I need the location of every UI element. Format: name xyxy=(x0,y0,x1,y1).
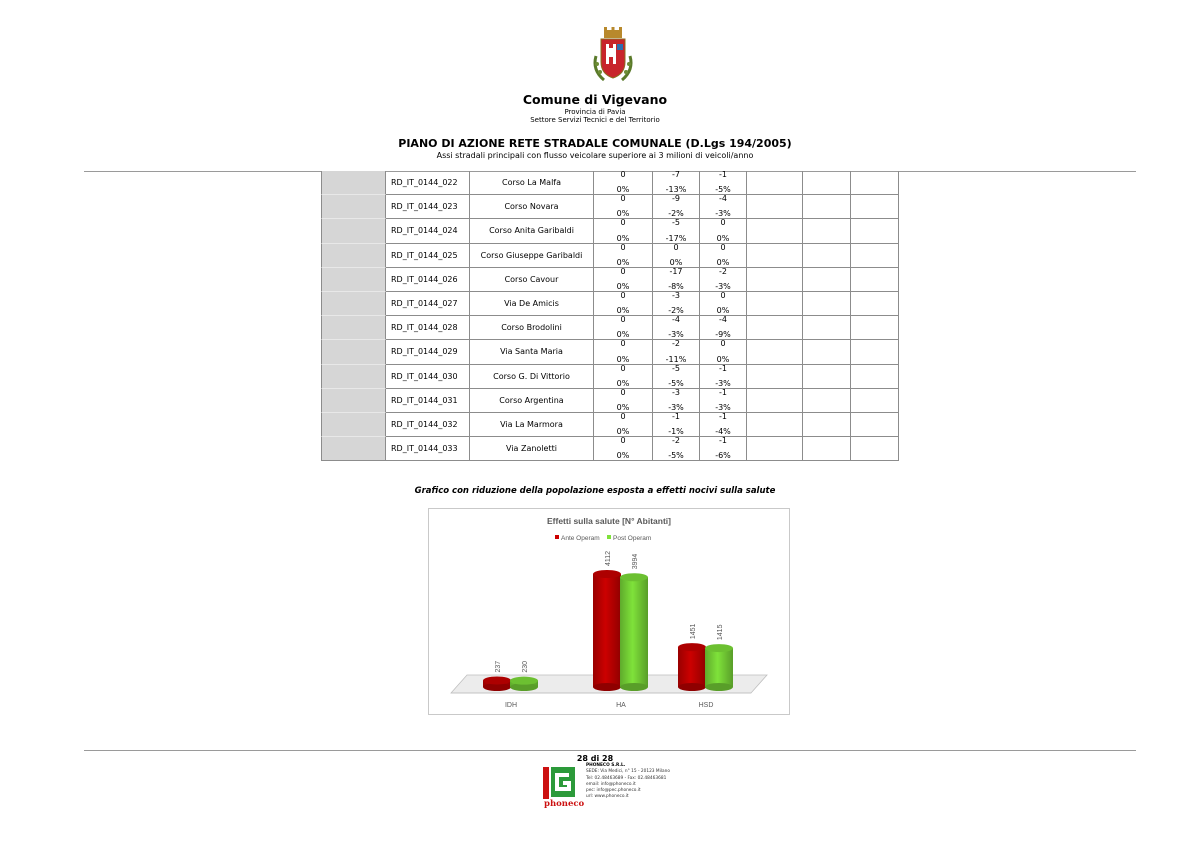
data-label: 237 xyxy=(495,660,502,673)
delta-percent: -13% xyxy=(665,185,687,195)
delta-count: 0 xyxy=(620,387,626,397)
delta-percent: 0% xyxy=(716,354,730,364)
road-name-cell: Via La Marmora xyxy=(470,413,594,437)
value-cell-v1 xyxy=(594,171,653,195)
bar xyxy=(620,577,648,687)
delta-percent: -2% xyxy=(668,209,684,219)
delta-count: -1 xyxy=(719,170,727,179)
road-code-cell: RD_IT_0144_030 xyxy=(386,365,470,389)
empty-cell xyxy=(747,219,803,243)
row-header-cell xyxy=(321,268,386,292)
value-cell-v3 xyxy=(700,316,747,340)
value-cell-v1 xyxy=(594,244,653,268)
delta-percent: 0% xyxy=(616,209,630,219)
road-name-cell: Corso Giuseppe Garibaldi xyxy=(470,244,594,268)
value-cell-v2 xyxy=(653,195,700,219)
value-cell-v3 xyxy=(700,171,747,195)
road-code-cell: RD_IT_0144_026 xyxy=(386,268,470,292)
delta-count: -4 xyxy=(719,315,727,325)
delta-percent: -3% xyxy=(668,330,684,340)
empty-cell xyxy=(851,268,899,292)
road-name-cell: Via De Amicis xyxy=(470,292,594,316)
empty-cell xyxy=(803,268,851,292)
company-phone: Tel: 02.48463689 - Fax: 02.48463681 xyxy=(586,775,667,781)
row-header-cell xyxy=(321,219,386,243)
empty-cell xyxy=(851,219,899,243)
empty-cell xyxy=(803,365,851,389)
chart-canvas xyxy=(429,509,789,714)
bar-base xyxy=(593,683,621,691)
delta-count: 0 xyxy=(720,290,726,300)
row-header-cell xyxy=(321,389,386,413)
data-label: 1451 xyxy=(690,623,697,640)
delta-count: 0 xyxy=(720,218,726,228)
empty-cell xyxy=(747,316,803,340)
delta-percent: 0% xyxy=(716,233,730,243)
delta-percent: -3% xyxy=(715,402,731,412)
empty-cell xyxy=(803,316,851,340)
table-row xyxy=(321,171,899,195)
row-header-cell xyxy=(321,195,386,219)
road-code-cell: RD_IT_0144_028 xyxy=(386,316,470,340)
value-cell-v3 xyxy=(700,437,747,461)
bar-top xyxy=(483,676,511,684)
delta-count: -2 xyxy=(719,266,727,276)
value-cell-v2 xyxy=(653,340,700,364)
table-row xyxy=(321,365,899,389)
delta-percent: -5% xyxy=(668,378,684,388)
road-code-cell: RD_IT_0144_031 xyxy=(386,389,470,413)
table-row xyxy=(321,268,899,292)
road-name-cell: Corso La Malfa xyxy=(470,171,594,195)
road-name-cell: Corso Anita Garibaldi xyxy=(470,219,594,243)
road-name-cell: Corso Brodolini xyxy=(470,316,594,340)
delta-count: 0 xyxy=(620,218,626,228)
road-name-cell: Corso Argentina xyxy=(470,389,594,413)
table-row xyxy=(321,244,899,268)
value-cell-v3 xyxy=(700,268,747,292)
value-cell-v1 xyxy=(594,437,653,461)
delta-count: 0 xyxy=(620,170,626,179)
table-row xyxy=(321,413,899,437)
bar-base xyxy=(620,683,648,691)
value-cell-v2 xyxy=(653,365,700,389)
empty-cell xyxy=(803,413,851,437)
empty-cell xyxy=(803,219,851,243)
delta-count: -9 xyxy=(672,194,680,204)
table-row xyxy=(321,389,899,413)
delta-count: -3 xyxy=(672,387,680,397)
row-header-cell xyxy=(321,244,386,268)
table-row xyxy=(321,219,899,243)
road-name-cell: Corso Novara xyxy=(470,195,594,219)
bar-base xyxy=(678,683,706,691)
delta-count: 0 xyxy=(620,339,626,349)
value-cell-v2 xyxy=(653,389,700,413)
delta-count: 0 xyxy=(720,242,726,252)
data-label: 1415 xyxy=(717,624,724,641)
legend-swatch xyxy=(555,535,559,539)
bar-top xyxy=(620,573,648,581)
empty-cell xyxy=(747,195,803,219)
delta-percent: 0% xyxy=(616,257,630,267)
empty-cell xyxy=(803,171,851,195)
value-cell-v1 xyxy=(594,268,653,292)
road-name-cell: Via Santa Maria xyxy=(470,340,594,364)
shield-icon xyxy=(601,39,625,78)
delta-percent: -3% xyxy=(715,378,731,388)
delta-percent: 0% xyxy=(716,306,730,316)
delta-count: -1 xyxy=(672,411,680,421)
chart-caption: Grafico con riduzione della popolazione esposta a effetti nocivi sulla salute xyxy=(414,486,776,496)
delta-count: 0 xyxy=(620,363,626,373)
delta-percent: 0% xyxy=(616,427,630,437)
empty-cell xyxy=(803,437,851,461)
empty-cell xyxy=(851,413,899,437)
delta-percent: -3% xyxy=(668,402,684,412)
company-url: url: www.phoneco.it xyxy=(586,794,629,800)
delta-count: -1 xyxy=(719,387,727,397)
bottom-divider xyxy=(84,750,1136,751)
road-code-cell: RD_IT_0144_022 xyxy=(386,171,470,195)
delta-percent: -6% xyxy=(715,451,731,461)
bar-top xyxy=(678,643,706,651)
empty-cell xyxy=(851,389,899,413)
value-cell-v3 xyxy=(700,413,747,437)
table-row xyxy=(321,195,899,219)
table-row xyxy=(321,316,899,340)
empty-cell xyxy=(851,195,899,219)
sector-label: Settore Servizi Tecnici e del Territorio xyxy=(530,116,660,124)
value-cell-v3 xyxy=(700,219,747,243)
row-header-cell xyxy=(321,437,386,461)
bar xyxy=(705,648,733,687)
company-name: PHONECO S.R.L. xyxy=(586,763,626,768)
delta-percent: -11% xyxy=(665,354,687,364)
delta-percent: -8% xyxy=(668,281,684,291)
plan-subtitle: Assi stradali principali con flusso veicolare superiore ai 3 milioni di veicoli/anno xyxy=(436,151,754,160)
value-cell-v1 xyxy=(594,389,653,413)
organization-title: Comune di Vigevano xyxy=(522,92,668,107)
delta-count: 0 xyxy=(620,242,626,252)
value-cell-v1 xyxy=(594,340,653,364)
bar xyxy=(593,574,621,687)
bar-top xyxy=(705,644,733,652)
crown-icon xyxy=(604,27,622,38)
row-header-cell xyxy=(321,340,386,364)
road-name-cell: Via Zanoletti xyxy=(470,437,594,461)
page-number: 28 di 28 xyxy=(576,754,614,763)
delta-count: -4 xyxy=(672,315,680,325)
empty-cell xyxy=(803,389,851,413)
delta-percent: -1% xyxy=(668,427,684,437)
row-header-cell xyxy=(321,413,386,437)
empty-cell xyxy=(803,244,851,268)
health-effects-chart xyxy=(428,508,790,715)
delta-count: 0 xyxy=(620,266,626,276)
road-code-cell: RD_IT_0144_024 xyxy=(386,219,470,243)
value-cell-v1 xyxy=(594,195,653,219)
value-cell-v2 xyxy=(653,413,700,437)
legend-label: Post Operam xyxy=(613,535,652,542)
delta-percent: 0% xyxy=(616,281,630,291)
delta-percent: 0% xyxy=(616,354,630,364)
delta-percent: 0% xyxy=(669,257,683,267)
legend-label: Ante Operam xyxy=(561,535,600,542)
delta-count: -1 xyxy=(719,436,727,446)
delta-count: 0 xyxy=(620,411,626,421)
chart-title: Effetti sulla salute [N° Abitanti] xyxy=(547,516,671,526)
bar xyxy=(678,647,706,687)
value-cell-v1 xyxy=(594,365,653,389)
empty-cell xyxy=(747,171,803,195)
delta-percent: 0% xyxy=(616,402,630,412)
table-row xyxy=(321,437,899,461)
empty-cell xyxy=(747,365,803,389)
row-header-cell xyxy=(321,365,386,389)
value-cell-v2 xyxy=(653,171,700,195)
delta-percent: -2% xyxy=(668,306,684,316)
value-cell-v1 xyxy=(594,413,653,437)
delta-count: 0 xyxy=(620,194,626,204)
road-name-cell: Corso Cavour xyxy=(470,268,594,292)
empty-cell xyxy=(747,413,803,437)
delta-count: -7 xyxy=(672,170,680,179)
empty-cell xyxy=(803,340,851,364)
value-cell-v2 xyxy=(653,219,700,243)
delta-count: 0 xyxy=(673,242,679,252)
province-label: Provincia di Pavia xyxy=(564,108,626,116)
value-cell-v1 xyxy=(594,292,653,316)
empty-cell xyxy=(851,292,899,316)
delta-count: 0 xyxy=(620,436,626,446)
value-cell-v3 xyxy=(700,195,747,219)
delta-percent: -5% xyxy=(668,451,684,461)
delta-count: 0 xyxy=(620,290,626,300)
row-header-cell xyxy=(321,316,386,340)
value-cell-v2 xyxy=(653,316,700,340)
delta-count: -1 xyxy=(719,363,727,373)
road-code-cell: RD_IT_0144_023 xyxy=(386,195,470,219)
data-label: 3994 xyxy=(632,553,639,570)
delta-percent: 0% xyxy=(616,306,630,316)
delta-percent: -9% xyxy=(715,330,731,340)
x-tick-label: IDH xyxy=(504,702,518,709)
value-cell-v3 xyxy=(700,365,747,389)
row-header-cell xyxy=(321,292,386,316)
empty-cell xyxy=(747,340,803,364)
value-cell-v3 xyxy=(700,389,747,413)
empty-cell xyxy=(851,437,899,461)
empty-cell xyxy=(747,268,803,292)
empty-cell xyxy=(803,292,851,316)
value-cell-v2 xyxy=(653,437,700,461)
road-code-cell: RD_IT_0144_029 xyxy=(386,340,470,364)
empty-cell xyxy=(747,292,803,316)
delta-count: -2 xyxy=(672,436,680,446)
delta-percent: -3% xyxy=(715,209,731,219)
value-cell-v1 xyxy=(594,219,653,243)
road-name-cell: Corso G. Di Vittorio xyxy=(470,365,594,389)
delta-percent: 0% xyxy=(616,330,630,340)
road-code-cell: RD_IT_0144_033 xyxy=(386,437,470,461)
empty-cell xyxy=(851,340,899,364)
empty-cell xyxy=(851,244,899,268)
data-label: 4112 xyxy=(605,550,612,566)
value-cell-v3 xyxy=(700,244,747,268)
delta-count: -17 xyxy=(669,266,683,276)
empty-cell xyxy=(747,437,803,461)
legend-swatch xyxy=(607,535,611,539)
empty-cell xyxy=(803,195,851,219)
delta-count: 0 xyxy=(620,315,626,325)
delta-percent: 0% xyxy=(616,185,630,195)
delta-percent: -5% xyxy=(715,185,731,195)
delta-percent: -17% xyxy=(665,233,687,243)
delta-percent: 0% xyxy=(616,378,630,388)
empty-cell xyxy=(747,389,803,413)
company-pec: pec: info@pec.phoneco.it xyxy=(586,788,641,794)
delta-count: -4 xyxy=(719,194,727,204)
table-row xyxy=(321,340,899,364)
delta-percent: 0% xyxy=(716,257,730,267)
bar-top xyxy=(510,677,538,685)
bar-base xyxy=(705,683,733,691)
value-cell-v2 xyxy=(653,244,700,268)
road-code-cell: RD_IT_0144_032 xyxy=(386,413,470,437)
value-cell-v3 xyxy=(700,340,747,364)
delta-count: 0 xyxy=(720,339,726,349)
delta-percent: 0% xyxy=(616,451,630,461)
empty-cell xyxy=(747,244,803,268)
table-row xyxy=(321,292,899,316)
phoneco-logo-text: phoneco xyxy=(544,799,585,809)
delta-count: -5 xyxy=(672,363,680,373)
road-code-cell: RD_IT_0144_025 xyxy=(386,244,470,268)
x-tick-label: HSD xyxy=(698,702,714,709)
delta-count: -3 xyxy=(672,290,680,300)
company-address: SEDE: Via Medici, n° 15 - 20123 Milano xyxy=(586,769,670,775)
delta-count: -1 xyxy=(719,411,727,421)
empty-cell xyxy=(851,316,899,340)
data-label: 230 xyxy=(522,660,529,673)
company-info xyxy=(586,763,670,801)
bar-top xyxy=(593,570,621,578)
x-tick-label: HA xyxy=(616,702,626,709)
delta-count: -2 xyxy=(672,339,680,349)
company-email: email: info@phoneco.it xyxy=(586,781,636,787)
value-cell-v1 xyxy=(594,316,653,340)
delta-count: -5 xyxy=(672,218,680,228)
plan-title: PIANO DI AZIONE RETE STRADALE COMUNALE (D.Lgs 194/2005) xyxy=(398,137,792,150)
empty-cell xyxy=(851,171,899,195)
value-cell-v2 xyxy=(653,292,700,316)
delta-percent: -4% xyxy=(715,427,731,437)
row-header-cell xyxy=(321,171,386,195)
value-cell-v2 xyxy=(653,268,700,292)
delta-percent: 0% xyxy=(616,233,630,243)
value-cell-v3 xyxy=(700,292,747,316)
empty-cell xyxy=(851,365,899,389)
city-coat-of-arms-logo xyxy=(590,26,636,84)
roads-table xyxy=(321,171,899,461)
delta-percent: -3% xyxy=(715,281,731,291)
road-code-cell: RD_IT_0144_027 xyxy=(386,292,470,316)
